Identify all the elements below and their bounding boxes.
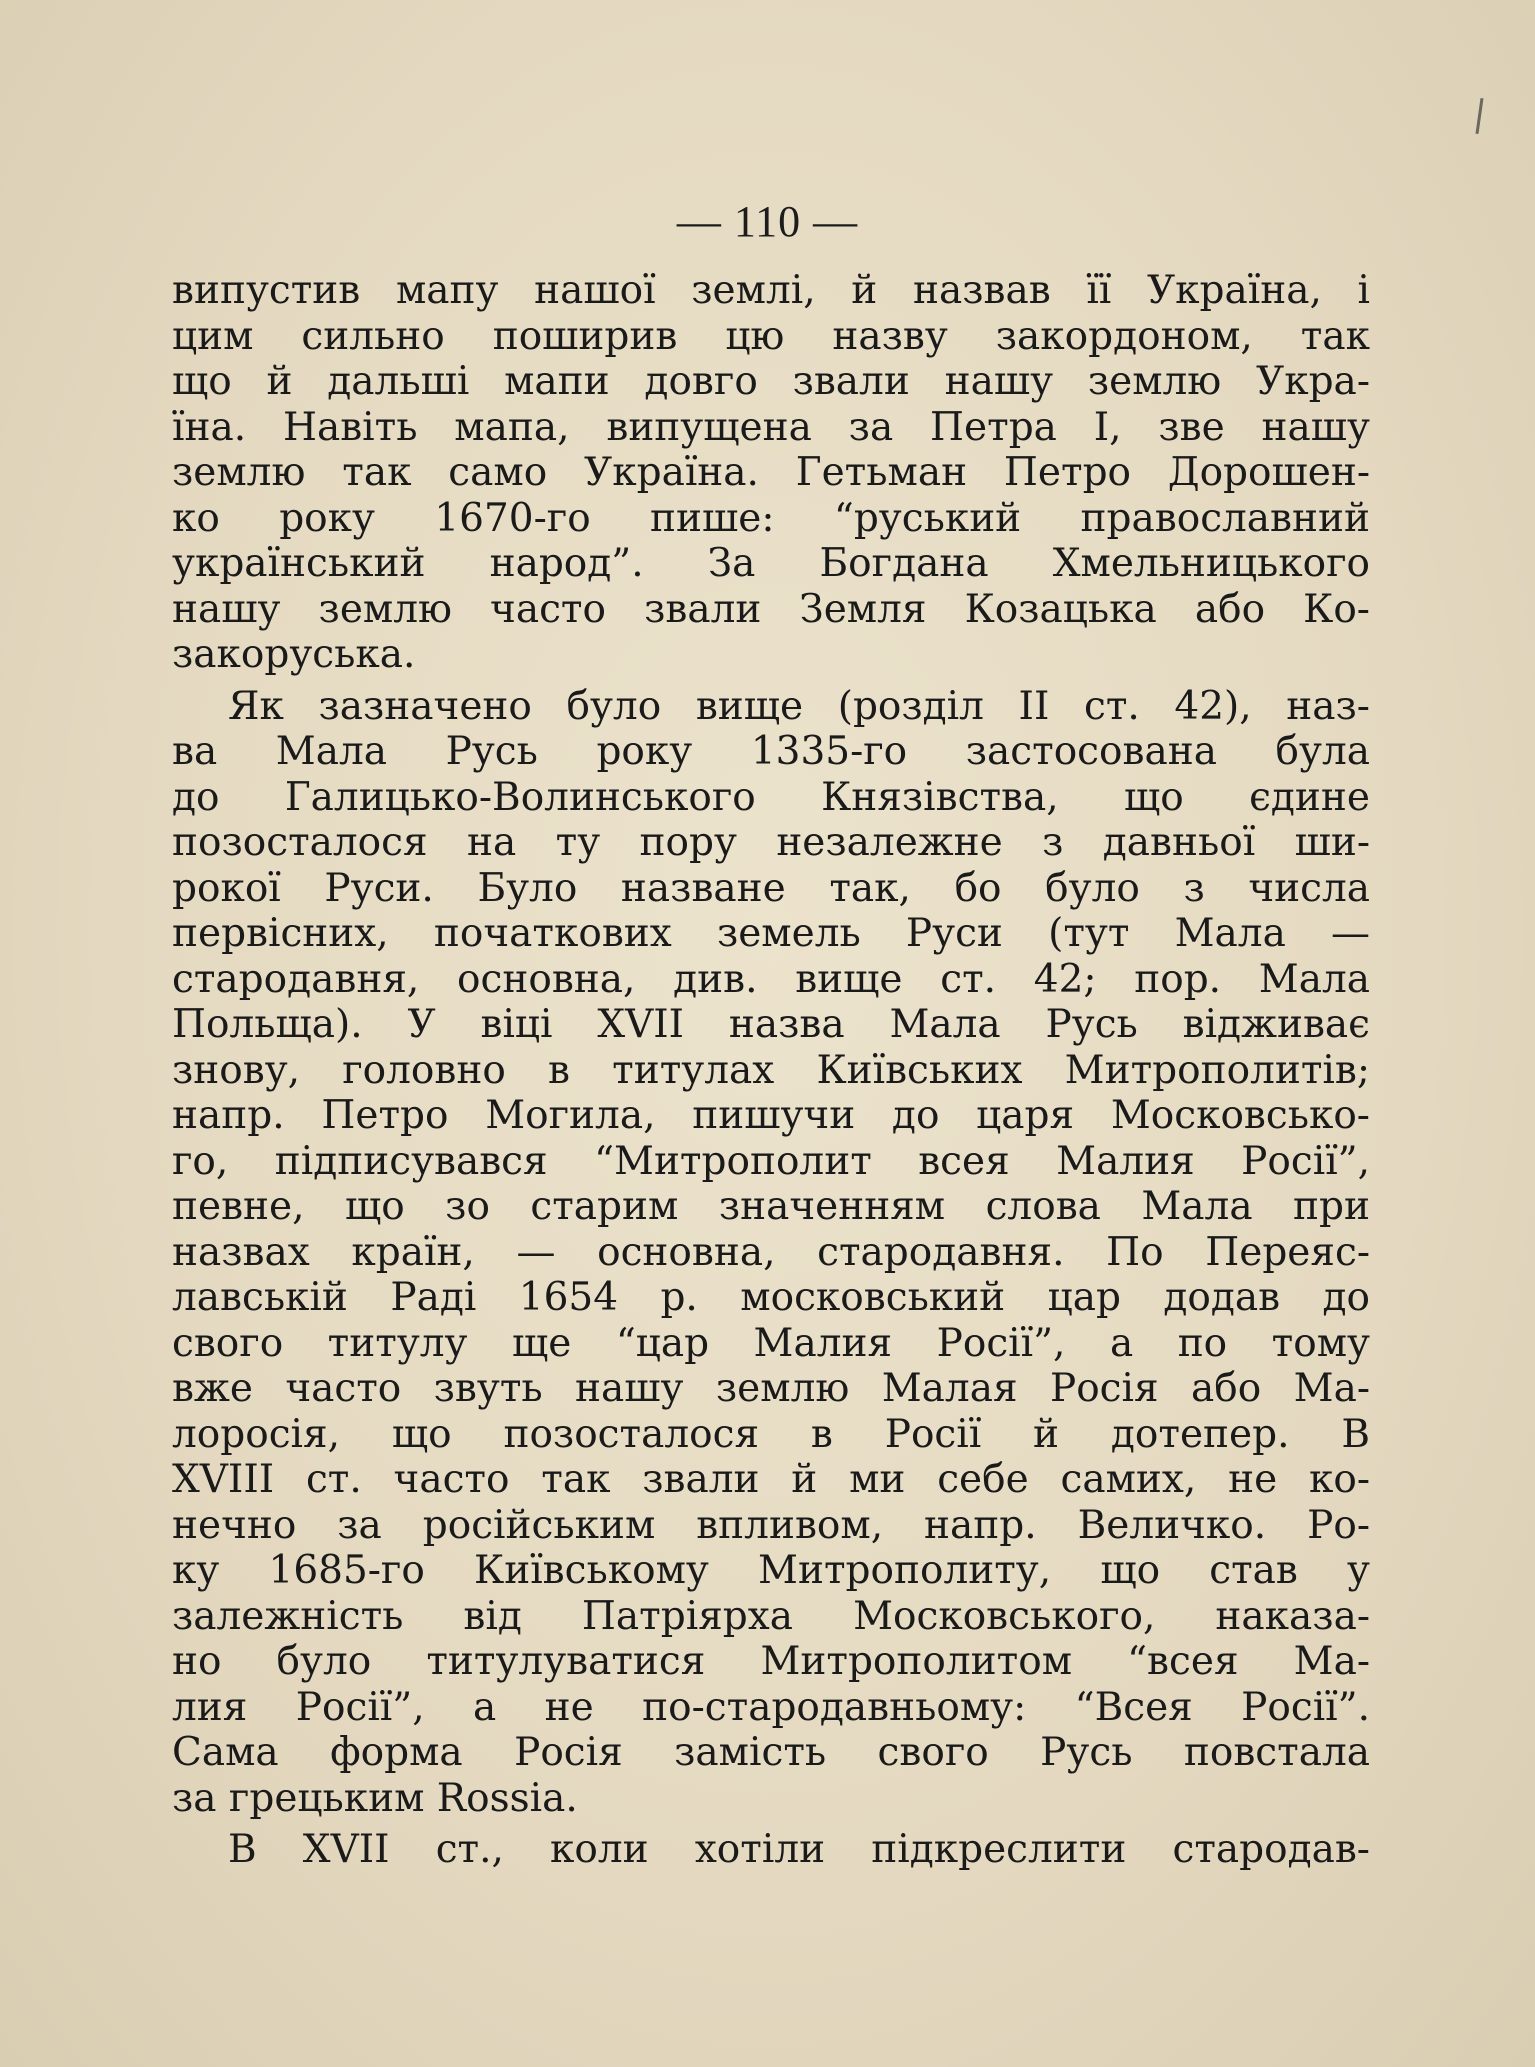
- text-line: рокої Руси. Було назване так, бо було з числа: [172, 865, 1370, 911]
- text-line: го, підписувався “Митрополит всея Малия Росії”,: [172, 1138, 1370, 1184]
- text-line: В XVII ст., коли хотіли підкреслити стародав-: [228, 1827, 1370, 1872]
- text-line: нашу землю часто звали Земля Козацька або Ко-: [172, 586, 1370, 632]
- text-line: позосталося на ту пору незалежне з давньої ши-: [172, 820, 1370, 865]
- text-line: ку 1685-го Київському Митрополиту, що став у: [172, 1548, 1370, 1593]
- text-line: землю так само Україна. Гетьман Петро Дорошен-: [172, 450, 1370, 495]
- text-line: Сама форма Росія замість свого Русь повстала: [172, 1730, 1370, 1775]
- text-line: вже часто звуть нашу землю Малая Росія або Ма-: [172, 1366, 1370, 1411]
- text-line: лия Росії”, а не по-стародавньому: “Всея Росії”.: [172, 1684, 1370, 1730]
- text-line: свого титулу ще “цар Малия Росії”, а по тому: [172, 1320, 1370, 1366]
- text-line: їна. Навіть мапа, випущена за Петра І, зве нашу: [172, 404, 1370, 450]
- text-line: назвах країн, — основна, стародавня. По Переяс-: [172, 1229, 1370, 1275]
- text-line: випустив мапу нашої землі, й назвав її Україна, і: [172, 268, 1370, 313]
- margin-pen-mark: [1476, 98, 1484, 134]
- text-line: певне, що зо старим значенням слова Мала при: [172, 1184, 1370, 1229]
- page-number: — 110 —: [676, 197, 859, 246]
- text-line: Як зазначено було вище (розділ ІІ ст. 42), наз-: [228, 683, 1370, 729]
- text-line: XVIII ст. часто так звали й ми себе самих, не ко-: [172, 1457, 1370, 1502]
- text-line: до Галицько-Волинського Князівства, що єдине: [172, 774, 1370, 820]
- text-line: но було титулуватися Митрополитом “всея Ма-: [172, 1639, 1370, 1684]
- text-line: стародавня, основна, див. вище ст. 42; пор. Мала: [172, 956, 1370, 1002]
- text-line: первісних, початкових земель Руси (тут Мала —: [172, 911, 1370, 956]
- text-line: ва Мала Русь року 1335-го застосована була: [172, 729, 1370, 774]
- body-text: [172, 268, 1370, 1873]
- text-line: лоросія, що позосталося в Росії й дотепер. В: [172, 1411, 1370, 1457]
- text-line: цим сильно поширив цю назву закордоном, так: [172, 313, 1370, 359]
- text-line: Польща). У віці XVII назва Мала Русь відживає: [172, 1002, 1370, 1047]
- text-line: лавській Раді 1654 р. московський цар додав до: [172, 1275, 1370, 1320]
- text-line: закоруська.: [172, 632, 416, 677]
- text-line: нечно за російським впливом, напр. Величко. Ро-: [172, 1502, 1370, 1548]
- text-line: ко року 1670-го пише: “руський православний: [172, 495, 1370, 541]
- text-line: залежність від Патріярха Московського, наказа-: [172, 1593, 1370, 1639]
- text-line: за грецьким Rossia.: [172, 1775, 578, 1821]
- text-line: український народ”. За Богдана Хмельницького: [172, 541, 1370, 586]
- text-line: знову, головно в титулах Київських Митрополитів;: [172, 1047, 1370, 1093]
- text-line: напр. Петро Могила, пишучи до царя Московсько-: [172, 1093, 1370, 1138]
- text-line: що й дальші мапи довго звали нашу землю Укра-: [172, 359, 1370, 404]
